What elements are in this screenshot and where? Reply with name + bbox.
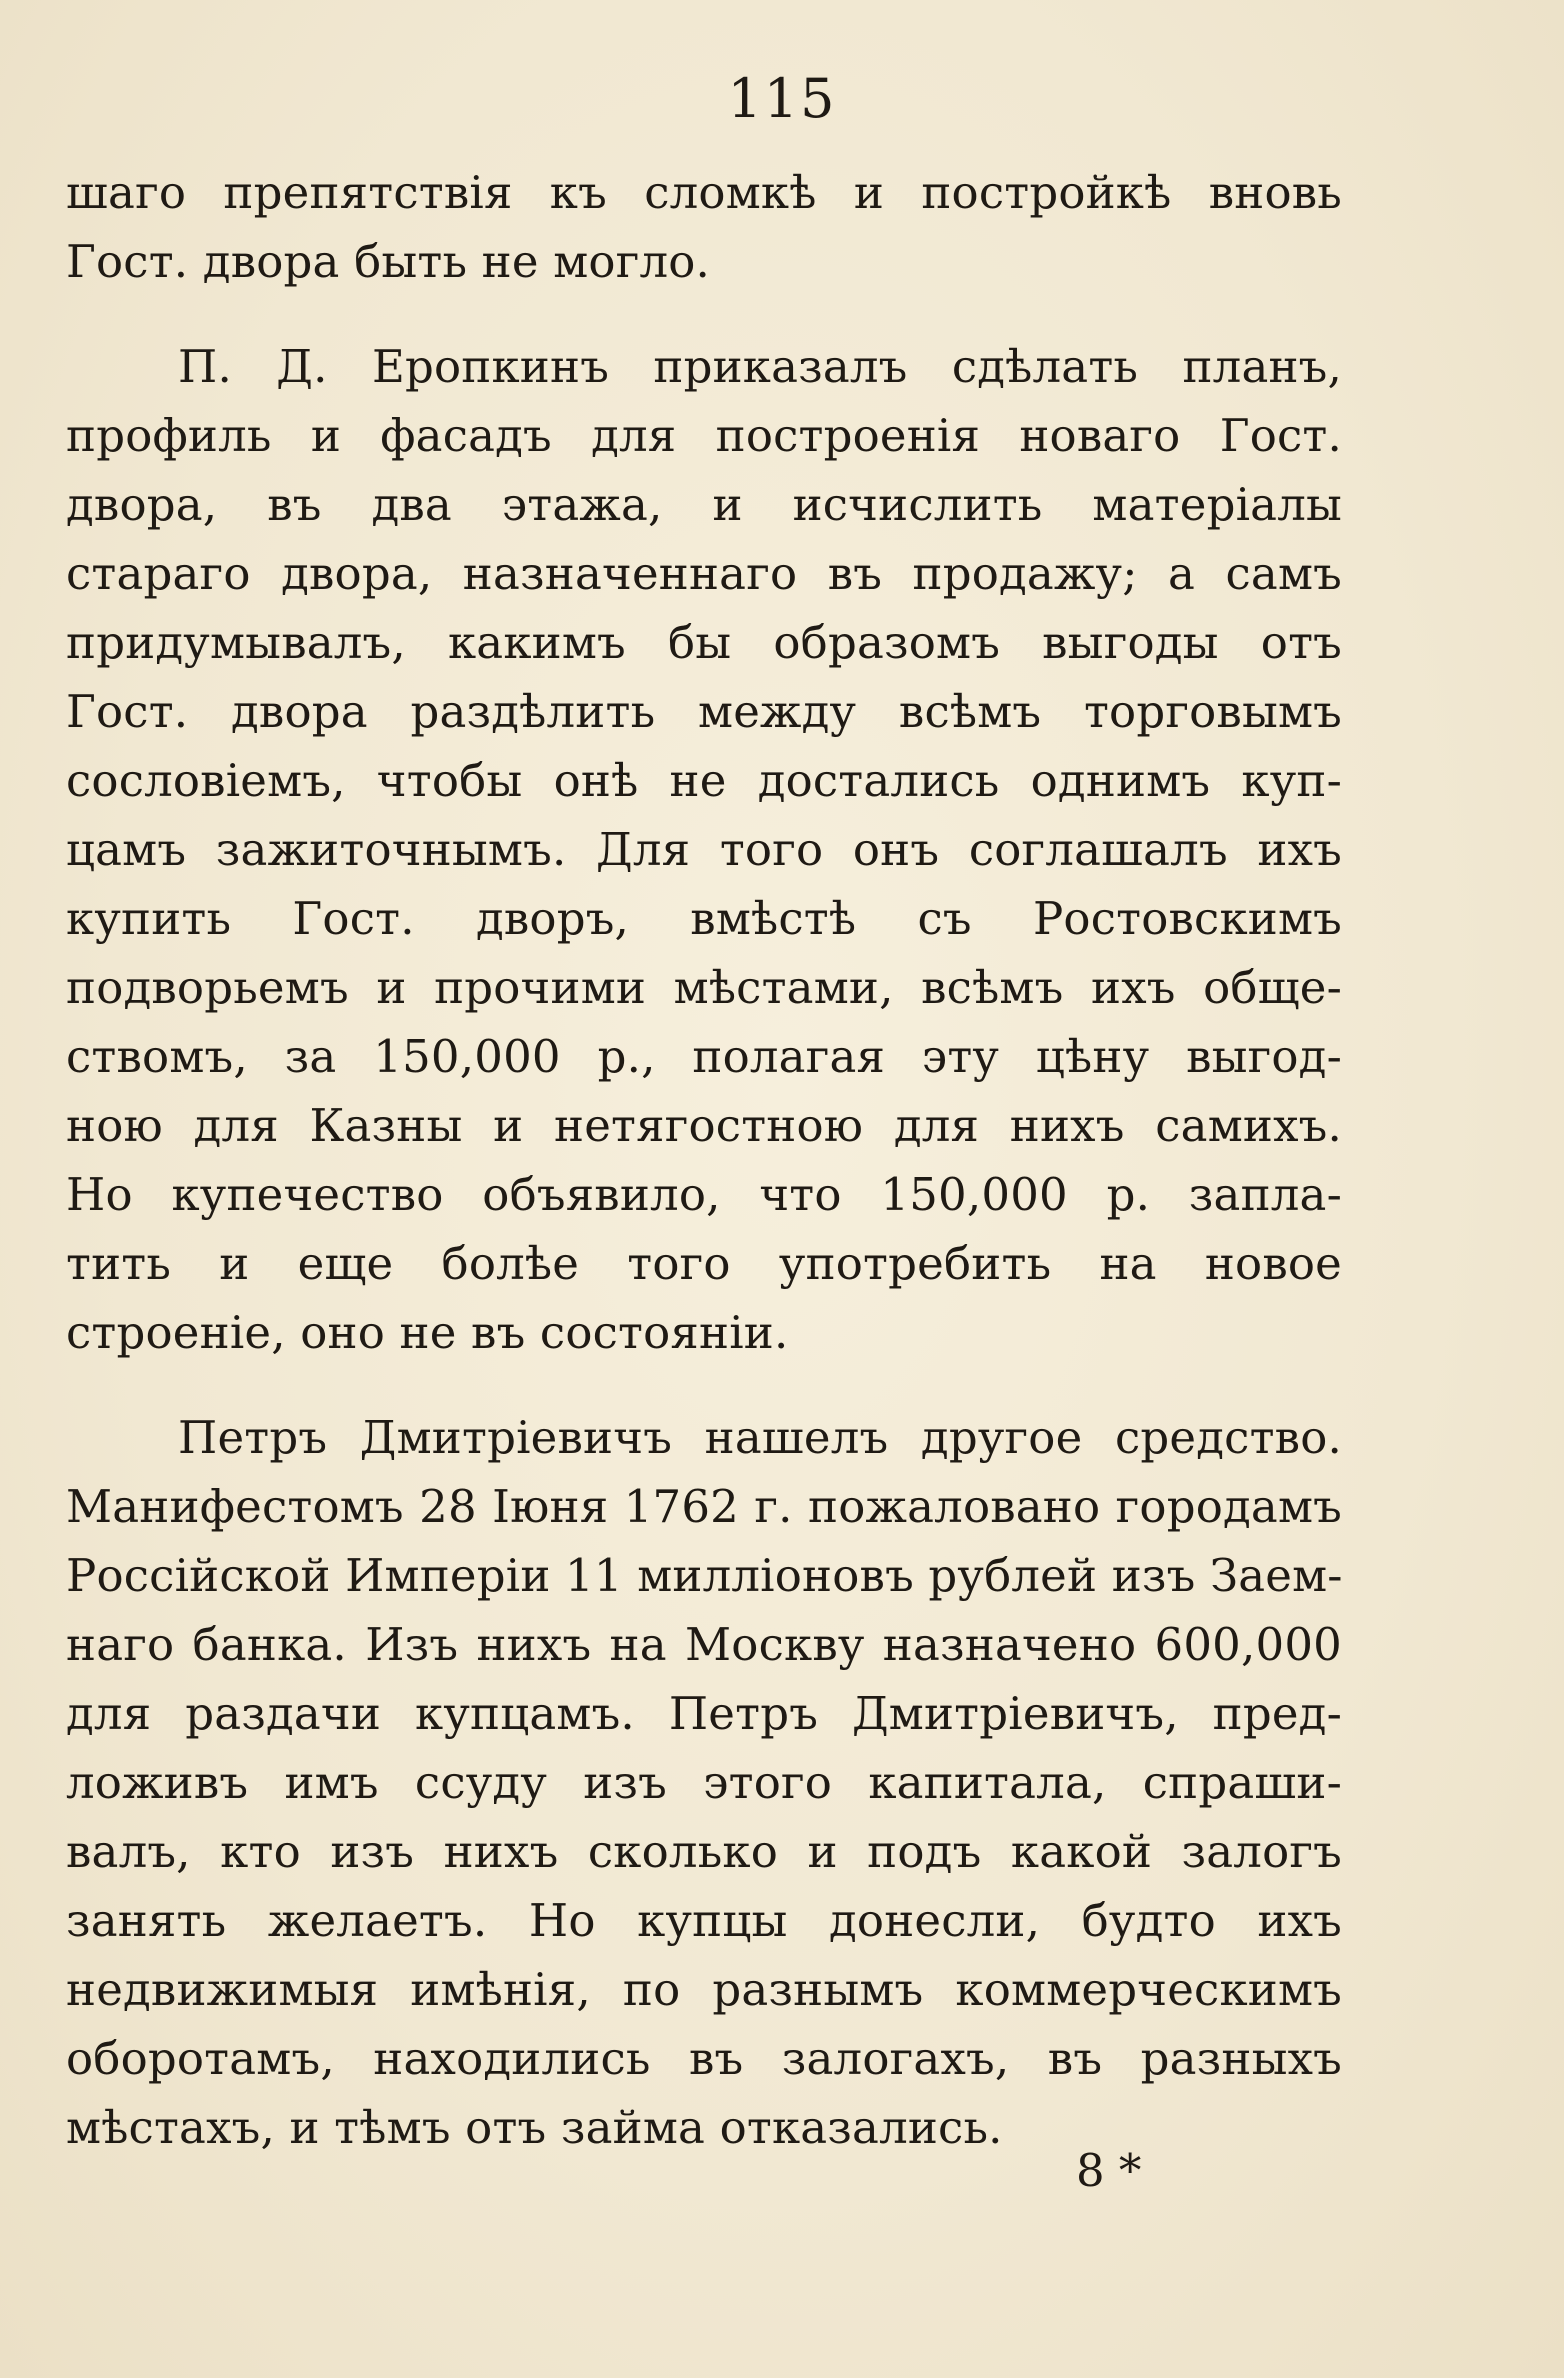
text-line: подворьемъ и прочими мѣстами, всѣмъ ихъ обще- xyxy=(66,961,1342,1014)
text-line: профиль и фасадъ для построенія новаго Гост. xyxy=(66,409,1342,462)
paragraph-2 xyxy=(66,332,1342,1367)
text-line: стараго двора, назначеннаго въ продажу; а самъ xyxy=(66,547,1342,600)
paragraph-1 xyxy=(66,158,1342,296)
text-line: цамъ зажиточнымъ. Для того онъ соглашалъ ихъ xyxy=(66,823,1342,876)
text-line: придумывалъ, какимъ бы образомъ выгоды отъ xyxy=(66,616,1342,669)
text-line: П. Д. Еропкинъ приказалъ сдѣлать планъ, xyxy=(178,340,1342,393)
paragraph-gap xyxy=(66,1367,1342,1403)
text-line: оборотамъ, находились въ залогахъ, въ разныхъ xyxy=(66,2032,1342,2085)
text-line: Манифестомъ 28 Іюня 1762 г. пожаловано городамъ xyxy=(66,1480,1342,1533)
text-line: Гост. двора раздѣлить между всѣмъ торговымъ xyxy=(66,685,1342,738)
paragraph-gap xyxy=(66,296,1342,332)
text-line: Но купечество объявило, что 150,000 р. запла- xyxy=(66,1168,1342,1221)
body-text xyxy=(66,158,1342,2162)
text-line: сословіемъ, чтобы онѣ не достались однимъ куп- xyxy=(66,754,1342,807)
text-line: Гост. двора быть не могло. xyxy=(66,235,711,288)
text-line: ствомъ, за 150,000 р., полагая эту цѣну выгод- xyxy=(66,1030,1342,1083)
text-line: недвижимыя имѣнія, по разнымъ коммерческимъ xyxy=(66,1963,1342,2016)
text-line: тить и еще болѣе того употребить на новое xyxy=(66,1237,1342,1290)
text-line: мѣстахъ, и тѣмъ отъ займа отказались. xyxy=(66,2101,1003,2154)
text-line: шаго препятствія къ сломкѣ и постройкѣ вновь xyxy=(66,166,1342,219)
text-line: ложивъ имъ ссуду изъ этого капитала, спраши- xyxy=(66,1756,1342,1809)
text-line: двора, въ два этажа, и исчислить матеріалы xyxy=(66,478,1342,531)
text-line: валъ, кто изъ нихъ сколько и подъ какой залогъ xyxy=(66,1825,1342,1878)
text-line: для раздачи купцамъ. Петръ Дмитріевичъ, пред- xyxy=(66,1687,1342,1740)
text-line: Петръ Дмитріевичъ нашелъ другое средство. xyxy=(178,1411,1342,1464)
page-number: 115 xyxy=(727,67,837,130)
text-line: строеніе, оно не въ состояніи. xyxy=(66,1306,789,1359)
text-line: Россійской Имперіи 11 милліоновъ рублей изъ Заем- xyxy=(66,1549,1343,1602)
text-line: ною для Казны и нетягостною для нихъ самихъ. xyxy=(66,1099,1342,1152)
text-line: купить Гост. дворъ, вмѣстѣ съ Ростовскимъ xyxy=(66,892,1342,945)
paragraph-3 xyxy=(66,1403,1342,2162)
printer-signature-mark: 8 * xyxy=(1076,2144,1142,2197)
text-line: занять желаетъ. Но купцы донесли, будто ихъ xyxy=(66,1894,1342,1947)
text-line: наго банка. Изъ нихъ на Москву назначено 600,000 xyxy=(66,1618,1342,1671)
